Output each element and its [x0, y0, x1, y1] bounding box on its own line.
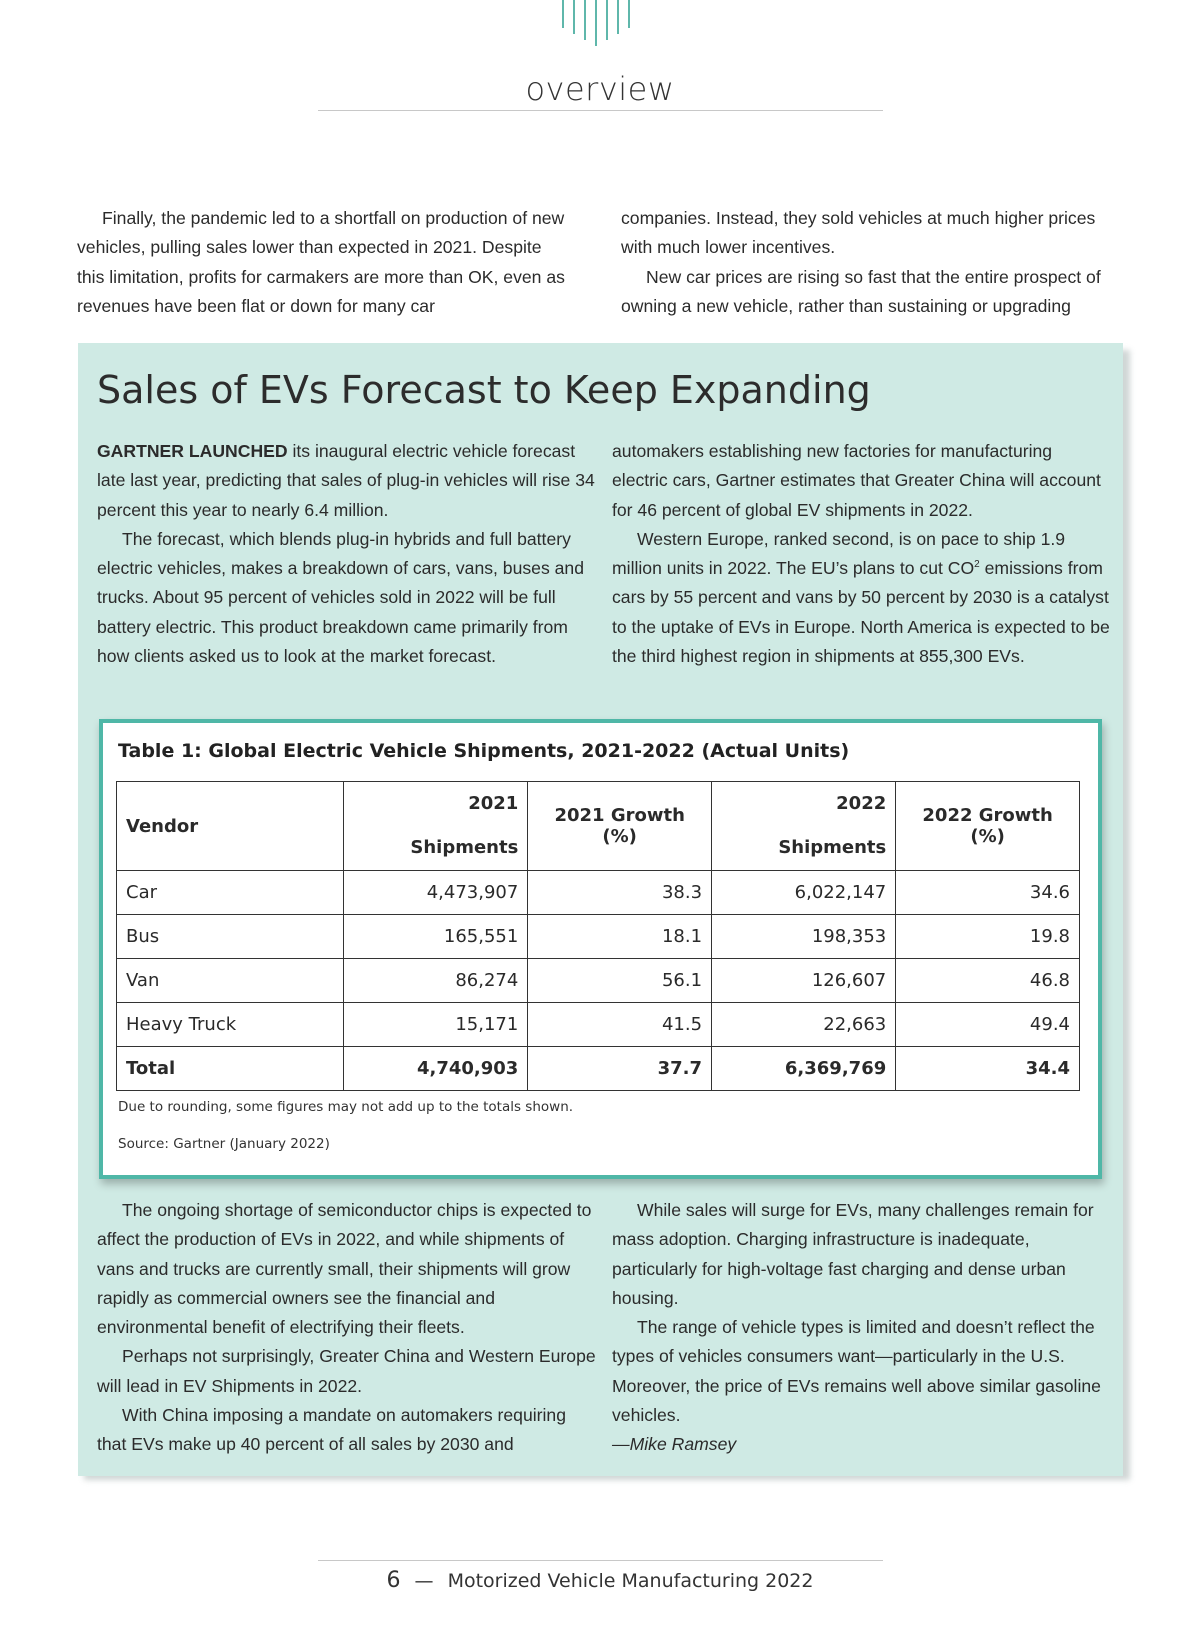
- header-divider: [318, 110, 883, 111]
- cell-2022-shipments: 6,022,147: [712, 871, 896, 915]
- header-vendor: Vendor: [117, 782, 344, 871]
- sidebar-title: Sales of EVs Forecast to Keep Expanding: [97, 368, 871, 412]
- sidebar-right-column: [612, 437, 1112, 671]
- cell-2021-growth: 37.7: [528, 1047, 712, 1091]
- header-2021-growth: 2021 Growth (%): [528, 782, 712, 871]
- page-footer: [0, 1568, 1200, 1593]
- section-title: overview: [525, 70, 675, 108]
- cell-2022-growth: 34.4: [896, 1047, 1080, 1091]
- sidebar-lower-left-column: [97, 1196, 597, 1460]
- cell-vendor: Bus: [117, 915, 344, 959]
- header-2022-shipments: 2022 Shipments: [712, 782, 896, 871]
- cell-2022-shipments: 198,353: [712, 915, 896, 959]
- sidebar-paragraph: The forecast, which blends plug-in hybrids and full battery electric vehicles, makes a breakdown of cars, vans, buses and trucks. About 95 percent of vehicles sold in 2022 will be full battery electric. This product breakdown came primarily from how clients asked us to look at the market forecast.: [97, 528, 584, 667]
- cell-2021-shipments: 165,551: [344, 915, 528, 959]
- cell-2022-growth: 49.4: [896, 1003, 1080, 1047]
- table-title: Table 1: Global Electric Vehicle Shipments, 2021-2022 (Actual Units): [118, 740, 850, 762]
- sidebar-paragraph: Perhaps not surprisingly, Greater China and Western Europe will lead in EV Shipments in 2022.: [97, 1346, 596, 1396]
- cell-2022-growth: 46.8: [896, 959, 1080, 1003]
- header-2022-growth: 2022 Growth (%): [896, 782, 1080, 871]
- intro-paragraph: Finally, the pandemic led to a shortfall on production of new vehicles, pulling sales lower than expected in 2021. Despite this limitation, profits for carmakers are more than OK, even as revenues have been flat or down for many car: [77, 208, 565, 316]
- cell-vendor: Van: [117, 959, 344, 1003]
- cell-2021-growth: 18.1: [528, 915, 712, 959]
- cell-2021-shipments: 86,274: [344, 959, 528, 1003]
- sidebar-paragraph: GARTNER LAUNCHED its inaugural electric vehicle forecast late last year, predicting that sales of plug-in vehicles will rise 34 percent this year to nearly 6.4 million.: [97, 441, 595, 520]
- sidebar-paragraph: With China imposing a mandate on automakers requiring that EVs make up 40 percent of all sales by 2030 and: [97, 1405, 566, 1455]
- cell-2022-shipments: 126,607: [712, 959, 896, 1003]
- cell-2021-shipments: 15,171: [344, 1003, 528, 1047]
- cell-vendor: Total: [117, 1047, 344, 1091]
- sidebar-paragraph: Western Europe, ranked second, is on pace to ship 1.9 million units in 2022. The EU’s plans to cut $CO^2$ emissions from cars by 55 percent and vans by 50 percent by 2030 is a catalyst to the uptake of EVs in Europe. North America is expected to be the third highest region in shipments at 855,300 EVs.: [612, 528, 1110, 667]
- intro-paragraph: companies. Instead, they sold vehicles at much higher prices with much lower incentives.: [621, 208, 1096, 258]
- sidebar-paragraph: While sales will surge for EVs, many challenges remain for mass adoption. Charging infrastructure is inadequate, particularly for high-voltage fast charging and dense urban housing.: [612, 1200, 1094, 1308]
- intro-paragraph: New car prices are rising so fast that the entire prospect of owning a new vehicle, rather than sustaining or upgrading: [621, 266, 1101, 316]
- cell-vendor: Heavy Truck: [117, 1003, 344, 1047]
- sidebar-lower-right-column: [612, 1196, 1117, 1460]
- sidebar-paragraph: The ongoing shortage of semiconductor chips is expected to affect the production of EVs in 2022, and while shipments of vans and trucks are currently small, their shipments will grow rapidly as commercial owners see the financial and environmental benefit of electrifying their fleets.: [97, 1200, 592, 1338]
- header-decoration: [562, 0, 638, 46]
- cell-2021-growth: 38.3: [528, 871, 712, 915]
- cell-2021-shipments: 4,740,903: [344, 1047, 528, 1091]
- page-number: 6: [386, 1568, 401, 1593]
- intro-right-column: [621, 204, 1126, 321]
- footer-separator: —: [414, 1570, 434, 1592]
- cell-2022-shipments: 22,663: [712, 1003, 896, 1047]
- shipments-table: [116, 781, 1080, 1091]
- table-footnote: Due to rounding, some figures may not add up to the totals shown.: [118, 1099, 574, 1115]
- sidebar-left-column: [97, 437, 597, 671]
- publication-name: Motorized Vehicle Manufacturing 2022: [447, 1570, 814, 1592]
- lead-in: GARTNER LAUNCHED: [97, 441, 288, 461]
- table-header-row: [117, 782, 1080, 871]
- cell-2022-growth: 34.6: [896, 871, 1080, 915]
- table-total-row: [117, 1047, 1080, 1091]
- table-row: [117, 1003, 1080, 1047]
- table-row: [117, 959, 1080, 1003]
- intro-left-column: [77, 204, 567, 321]
- header-2021-shipments: 2021 Shipments: [344, 782, 528, 871]
- table-row: [117, 915, 1080, 959]
- cell-2021-growth: 41.5: [528, 1003, 712, 1047]
- table-source: Source: Gartner (January 2022): [118, 1136, 330, 1152]
- footer-divider: [318, 1560, 883, 1561]
- sidebar-paragraph: automakers establishing new factories for manufacturing electric cars, Gartner estimates that Greater China will account for 46 percent of global EV shipments in 2022.: [612, 441, 1101, 520]
- byline: —Mike Ramsey: [612, 1434, 737, 1455]
- cell-2022-shipments: 6,369,769: [712, 1047, 896, 1091]
- cell-2021-shipments: 4,473,907: [344, 871, 528, 915]
- table-row: [117, 871, 1080, 915]
- cell-2021-growth: 56.1: [528, 959, 712, 1003]
- sidebar-paragraph: The range of vehicle types is limited and doesn’t reflect the types of vehicles consumers want—particularly in the U.S. Moreover, the price of EVs remains well above similar gasoline vehicles.: [612, 1317, 1101, 1426]
- cell-2022-growth: 19.8: [896, 915, 1080, 959]
- cell-vendor: Car: [117, 871, 344, 915]
